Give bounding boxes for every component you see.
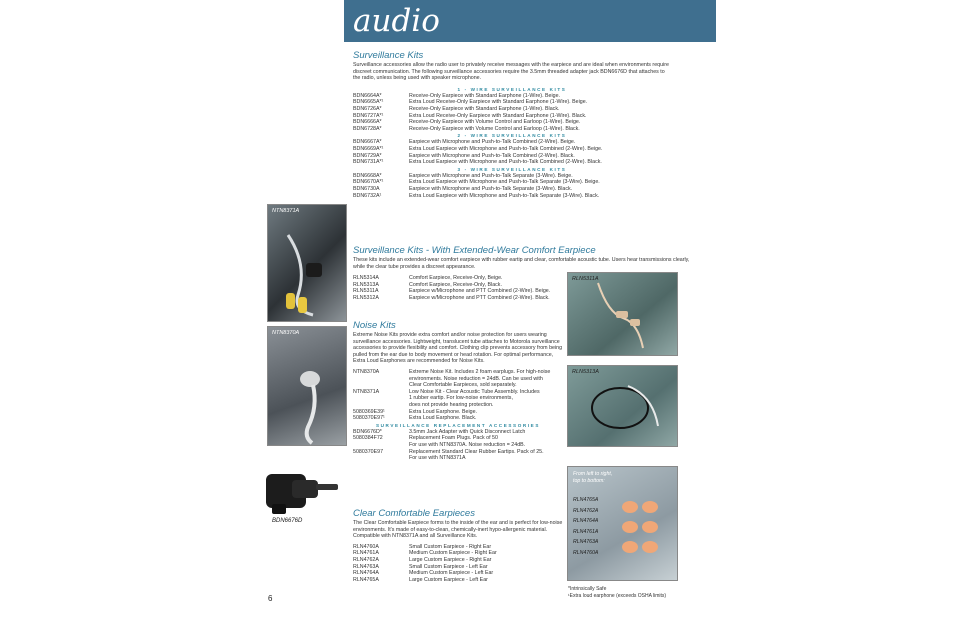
replacement-heading: SURVEILLANCE REPLACEMENT ACCESSORIES xyxy=(375,422,541,428)
jack-adapter-illustration xyxy=(262,466,344,518)
noise-intro: Extreme Noise Kits provide extra comfort and/or noise protection for users wearing surveillance accessories. Lightweight, translucent tube attaches to Motorola surveillance accessories to provide flexibility and comfort. Clothing clip prevents accessory from being pulled from the ear due to body movement or head rotation. For optimal performance, Extra Loud Earphones are recommended for Noise Kits. xyxy=(353,332,563,365)
clear-items xyxy=(353,544,563,584)
list-item xyxy=(353,126,671,133)
part-description: Extra Loud Receive-Only Earpiece with Standard Earphone (1-Wire). Beige. xyxy=(409,99,588,106)
part-number: BDN6732A¹ xyxy=(353,192,382,199)
comfort-earpiece-illustration xyxy=(568,273,677,355)
main-column xyxy=(353,50,671,199)
earpiece-label: RLN4760A xyxy=(573,549,599,556)
part-number: BDN6676D* xyxy=(353,428,382,435)
list-item xyxy=(353,153,671,160)
part-description: Receive-Only Earpiece with Volume Control and Earloop (1-Wire). Beige. xyxy=(409,119,581,126)
earpiece-label: RLN4761A xyxy=(573,528,599,535)
description-line: Replacement Standard Clear Rubber Eartips. Pack of 25. xyxy=(409,448,544,455)
header-banner xyxy=(344,0,716,42)
part-number: NTN8370A xyxy=(353,368,380,375)
section-title-noise: Noise Kits xyxy=(353,320,396,331)
list-item xyxy=(353,449,563,462)
part-description xyxy=(409,389,563,409)
earpieces-caption xyxy=(573,471,612,484)
description-line: environments. Noise reduction = 24dB. Can be used with xyxy=(409,375,543,382)
list-item xyxy=(353,550,563,557)
description-line: For use with NTN8371A xyxy=(409,455,466,462)
earpiece-label: RLN4765A xyxy=(573,497,599,503)
description-line: 3.5mm Jack Adapter with Quick Disconnect Latch xyxy=(409,428,526,435)
part-number: RLN5311A xyxy=(353,288,379,295)
photo-label-ntn8370a: NTN8370A xyxy=(272,330,300,336)
photo-ntn8371a xyxy=(267,204,347,322)
description-line: Low Noise Kit - Clear Acoustic Tube Assembly. Includes xyxy=(409,388,540,395)
part-number: RLN4765A xyxy=(353,576,379,583)
list-item xyxy=(353,159,671,166)
list-item xyxy=(353,557,563,564)
list-item xyxy=(353,146,671,153)
part-number: 5080370E97¹ xyxy=(353,415,385,422)
section-title-surveillance: Surveillance Kits xyxy=(353,50,424,61)
part-number: BDN6726A* xyxy=(353,105,382,112)
description-line: For use with NTN8370A. Noise reduction = 24dB. xyxy=(409,441,526,448)
part-description: Small Custom Earpiece - Right Ear xyxy=(409,543,492,550)
noise-section xyxy=(353,320,563,462)
part-number: RLN4761A xyxy=(353,550,379,557)
list-item xyxy=(353,415,563,422)
list-item xyxy=(353,193,671,200)
list-item xyxy=(353,173,671,180)
part-description xyxy=(409,449,563,462)
part-description: Earpiece with Microphone and Push-to-Talk Separate (3-Wire). Black. xyxy=(409,185,573,192)
part-number: BDN6731A*¹ xyxy=(353,159,384,166)
photo-label-rln5311a: RLN5311A xyxy=(572,276,599,282)
part-number: BDN6727A*¹ xyxy=(353,112,384,119)
list-item xyxy=(353,119,671,126)
description-line: does not provide hearing protection. xyxy=(409,401,494,408)
part-description xyxy=(409,429,563,436)
part-number: RLN4762A xyxy=(353,556,379,563)
list-item xyxy=(353,409,563,416)
photo-label-ntn8371a: NTN8371A xyxy=(272,208,300,214)
part-number: RLN4763A xyxy=(353,563,379,570)
earpiece-tube-illustration xyxy=(268,205,346,321)
description-line: Extreme Noise Kit. Includes 2 foam earplugs. For high-noise xyxy=(409,368,551,375)
section-title-clear: Clear Comfortable Earpieces xyxy=(353,508,475,519)
part-description: Medium Custom Earpiece - Right Ear xyxy=(409,550,497,557)
earpiece-label: RLN4764A xyxy=(573,518,599,524)
noise-items xyxy=(353,369,563,422)
part-number: RLN4760A xyxy=(353,543,379,550)
part-description: Receive-Only Earpiece with Standard Earphone (1-Wire). Beige. xyxy=(409,92,561,99)
photo-bdn6676d xyxy=(262,466,344,522)
part-number: BDN6666A* xyxy=(353,119,382,126)
part-description: Extra Loud Earpiece with Microphone and Push-to-Talk Combined (2-Wire). Black. xyxy=(409,159,602,166)
list-item xyxy=(353,429,563,436)
footnotes xyxy=(568,586,666,600)
earpiece-label: RLN4762A xyxy=(573,507,599,514)
part-number: 5080369E39¹ xyxy=(353,408,385,415)
part-description: Receive-Only Earpiece with Volume Control and Earloop (1-Wire). Black. xyxy=(409,125,580,132)
earpiece-label: RLN4763A xyxy=(573,539,599,545)
list-item xyxy=(353,113,671,120)
part-description: Comfort Earpiece, Receive-Only, Beige. xyxy=(409,275,503,282)
surveillance-intro: Surveillance accessories allow the radio user to privately receive messages with the earpiece and are ideal when environments require discreet communication. The following surveillance accessories require the 3.5mm threaded adapter jack BDN6676D that attaches to the radio, unless being used with speaker microphone. xyxy=(353,62,669,82)
description-line: 1 rubber eartip. For low-noise environments, xyxy=(409,395,513,402)
list-item xyxy=(353,139,671,146)
earpieces-list xyxy=(573,495,598,558)
part-number: BDN6664A* xyxy=(353,92,382,99)
part-number: RLN5313A xyxy=(353,281,379,288)
part-number: BDN6668A* xyxy=(353,172,382,179)
footnote-extra-loud: ¹Extra loud earphone (exceeds OSHA limits) xyxy=(568,593,667,599)
part-description: Medium Custom Earpiece - Left Ear xyxy=(409,570,494,577)
description-line: Extra Loud Earphone. Beige. xyxy=(409,408,478,415)
part-number: BDN6728A* xyxy=(353,125,382,132)
list-item xyxy=(353,389,563,409)
part-number: RLN5312A xyxy=(353,294,379,301)
group-heading: 3 - WIRE SURVEILLANCE KITS xyxy=(457,166,567,172)
part-description xyxy=(409,415,563,422)
part-number: BDN6669A*¹ xyxy=(353,145,384,152)
description-line: Extra Loud Earphone. Black. xyxy=(409,415,477,422)
surveillance-groups xyxy=(353,86,671,199)
list-item xyxy=(353,99,671,106)
part-number: 5080370E97 xyxy=(353,448,384,455)
description-line: Clear Comfortable Earpieces, sold separately. xyxy=(409,382,517,389)
part-description xyxy=(409,369,563,389)
earpieces-caption-line1: From left to right, xyxy=(573,471,613,477)
extended-intro: These kits include an extended-wear comfort earpiece with rubber eartip and clear, comfortable acoustic tube. Users hear transmissions clearly, while the clear tube provides a discreet appearance. xyxy=(353,257,690,270)
part-number: NTN8371A xyxy=(353,388,380,395)
earpieces-caption-line2: top to bottom: xyxy=(573,477,605,484)
group-heading: 1 - WIRE SURVEILLANCE KITS xyxy=(457,86,567,92)
replacement-items xyxy=(353,429,563,462)
part-description: Extra Loud Earpiece with Microphone and Push-to-Talk Separate (3-Wire). Beige. xyxy=(409,179,600,186)
page-title: audio xyxy=(353,3,440,39)
part-description: Extra Loud Earpiece with Microphone and Push-to-Talk Separate (3-Wire). Black. xyxy=(409,192,600,199)
list-item xyxy=(353,435,563,448)
section-title-extended: Surveillance Kits - With Extended-Wear Comfort Earpiece xyxy=(353,245,596,256)
list-item xyxy=(353,93,671,100)
part-number: BDN6670A*¹ xyxy=(353,179,384,186)
photo-rln5313a xyxy=(567,365,678,447)
part-number: RLN5314A xyxy=(353,275,379,282)
description-line: Replacement Foam Plugs. Pack of 50 xyxy=(409,435,498,442)
part-description: Large Custom Earpiece - Right Ear xyxy=(409,556,492,563)
black-earpiece-illustration xyxy=(568,366,677,446)
part-description xyxy=(409,409,563,416)
clear-intro: The Clear Comfortable Earpiece forms to the inside of the ear and is perfect for low-noise environments. It's made of easy-to-clean, chemically-inert hypo-allergenic material. Compatible with NTN8371A and all Surveillance Kits. xyxy=(353,520,563,540)
part-description: Extra Loud Earpiece with Microphone and Push-to-Talk Combined (2-Wire). Beige. xyxy=(409,145,603,152)
group-heading: 2 - WIRE SURVEILLANCE KITS xyxy=(457,133,567,139)
part-description xyxy=(409,435,563,448)
footnote-intrinsically-safe: *Intrinsically Safe xyxy=(568,586,607,592)
part-description: Receive-Only Earpiece with Standard Earphone (1-Wire). Black. xyxy=(409,105,560,112)
part-description: Earpiece with Microphone and Push-to-Talk Combined (2-Wire). Beige. xyxy=(409,139,576,146)
list-item xyxy=(353,577,563,584)
part-number: RLN4764A xyxy=(353,570,379,577)
list-item xyxy=(353,186,671,193)
part-description: Extra Loud Receive-Only Earpiece with Standard Earphone (1-Wire). Black. xyxy=(409,112,587,119)
list-item xyxy=(353,544,563,551)
photo-label-bdn6676d: BDN6676D xyxy=(272,518,303,524)
photo-ntn8370a xyxy=(267,326,347,446)
part-number: BDN6730A xyxy=(353,185,380,192)
list-item xyxy=(353,106,671,113)
part-number: BDN6667A* xyxy=(353,139,382,146)
list-item xyxy=(353,369,563,389)
clear-tube-illustration xyxy=(268,327,346,445)
part-number: 5080384F72 xyxy=(353,435,383,442)
part-description: Small Custom Earpiece - Left Ear xyxy=(409,563,488,570)
list-item xyxy=(353,570,563,577)
part-number: BDN6729A* xyxy=(353,152,382,159)
list-item xyxy=(353,179,671,186)
clear-section xyxy=(353,508,563,583)
list-item xyxy=(353,564,563,571)
part-description: Earpiece with Microphone and Push-to-Talk Separate (3-Wire). Beige. xyxy=(409,172,573,179)
part-description: Large Custom Earpiece - Left Ear xyxy=(409,576,488,583)
part-description: Earpiece w/Microphone and PTT Combined (2-Wire). Beige. xyxy=(409,288,551,295)
photo-rln5311a xyxy=(567,272,678,356)
part-description: Earpiece with Microphone and Push-to-Talk Combined (2-Wire). Black. xyxy=(409,152,575,159)
part-number: BDN6665A*¹ xyxy=(353,99,384,106)
part-description: Earpiece w/Microphone and PTT Combined (2-Wire). Black. xyxy=(409,294,550,301)
photo-earpieces xyxy=(567,466,678,581)
page-number: 6 xyxy=(268,594,273,603)
photo-label-rln5313a: RLN5313A xyxy=(572,369,599,375)
part-description: Comfort Earpiece, Receive-Only, Black. xyxy=(409,281,502,288)
